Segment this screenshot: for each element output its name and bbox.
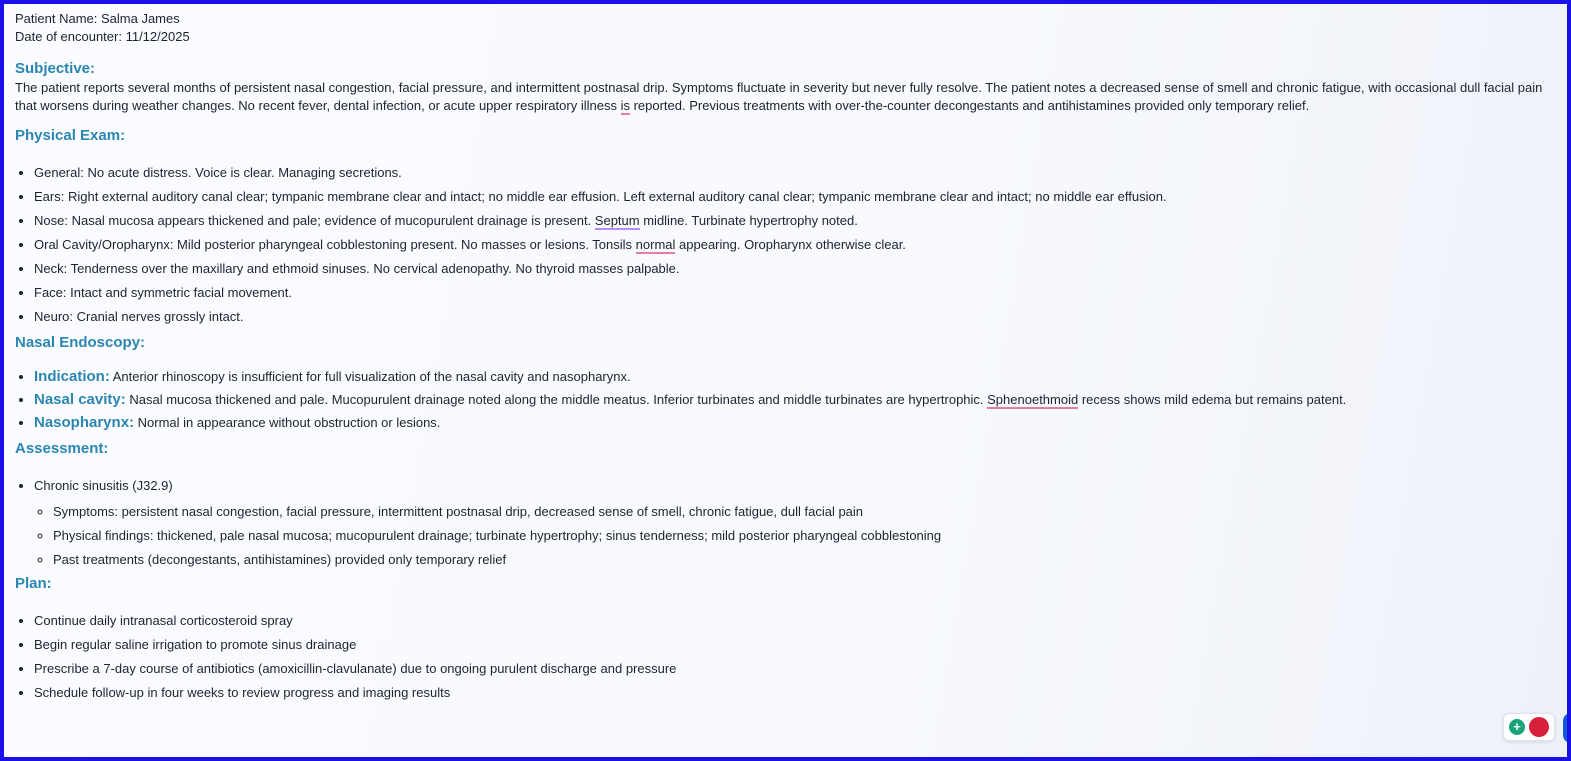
plan-item: • Schedule follow-up in four weeks to review progress and imaging results — [34, 684, 1559, 702]
indication-text: Anterior rhinoscopy is insufficient for full visualization of the nasal cavity and nasopharynx. — [109, 369, 631, 384]
physical-exam-list — [15, 164, 1559, 326]
endoscopy-list — [15, 368, 1559, 432]
endoscopy-indication — [34, 368, 1559, 386]
clinical-note[interactable] — [15, 10, 1559, 708]
indication-label: Indication: — [34, 368, 110, 385]
subjective-text-part: The patient reports several months of persistent nasal congestion, facial pressure, and intermittent postnasal drip. Symptoms fluctuate in severity but never fully resolve. The patient notes a decreased sense of smell and chronic fatigue, with occasional dull facial pain that worsens during weather changes. No recent fever, dental infection, or acute upper respiratory illness — [15, 80, 1543, 113]
nasopharynx-text: Normal in appearance without obstruction or lesions. — [134, 415, 441, 430]
assessment-details — [34, 503, 1559, 569]
exam-neck: • Neck: Tenderness over the maxillary and ethmoid sinuses. No cervical adenopathy. No thyroid masses palpable. — [34, 260, 1559, 278]
exam-oral-part: Oral Cavity/Oropharynx: Mild posterior pharyngeal cobblestoning present. No masses or lesions. Tonsils — [34, 237, 636, 252]
spelling-flag[interactable]: is — [620, 98, 630, 113]
subjective-text — [15, 79, 1559, 115]
exam-neuro: • Neuro: Cranial nerves grossly intact. — [34, 308, 1559, 326]
nasal-cavity-label: Nasal cavity: — [34, 391, 126, 408]
side-tab-handle[interactable] — [1563, 713, 1571, 743]
endoscopy-heading: Nasal Endoscopy: — [15, 334, 146, 351]
assessment-heading: Assessment: — [15, 440, 109, 457]
assessment-diagnosis — [34, 477, 1559, 569]
plan-item: • Prescribe a 7-day course of antibiotics (amoxicillin-clavulanate) due to ongoing purulent discharge and pressure — [34, 660, 1559, 678]
exam-ears: • Ears: Right external auditory canal clear; tympanic membrane clear and intact; no middle ear effusion. Left external auditory canal clear; tympanic membrane clear and intact; no middle ear effusion. — [34, 188, 1559, 206]
assessment-detail: ◦ Symptoms: persistent nasal congestion, facial pressure, intermittent postnasal drip, decreased sense of smell, chronic fatigue, dull facial pain — [53, 503, 1559, 521]
assessment-detail: ◦ Past treatments (decongestants, antihistamines) provided only temporary relief — [53, 551, 1559, 569]
endoscopy-nasopharynx — [34, 414, 1559, 432]
plan-heading: Plan: — [15, 575, 52, 592]
exam-nose-part: Nose: Nasal mucosa appears thickened and pale; evidence of mucopurulent drainage is present. — [34, 213, 595, 228]
spelling-flag[interactable]: Sphenoethmoid — [987, 392, 1079, 407]
patient-name: Patient Name: Salma James — [15, 11, 180, 26]
spelling-flag[interactable]: normal — [635, 237, 676, 252]
plan-list — [15, 612, 1559, 702]
exam-nose — [34, 212, 1559, 230]
exam-oral-part: appearing. Oropharynx otherwise clear. — [675, 237, 906, 252]
subjective-text-part: reported. Previous treatments with over-the-counter decongestants and antihistamines provided only temporary relief. — [629, 98, 1310, 113]
subjective-heading: Subjective: — [15, 60, 96, 77]
plan-item: • Begin regular saline irrigation to promote sinus drainage — [34, 636, 1559, 654]
physical-exam-heading: Physical Exam: — [15, 127, 126, 144]
diagnosis-text: Chronic sinusitis (J32.9) — [34, 478, 173, 493]
nasopharynx-label: Nasopharynx: — [34, 414, 135, 431]
assessment-detail: ◦ Physical findings: thickened, pale nasal mucosa; mucopurulent drainage; turbinate hypertrophy; sinus tenderness; mild posterior pharyngeal cobblestoning — [53, 527, 1559, 545]
exam-face: • Face: Intact and symmetric facial movement. — [34, 284, 1559, 302]
encounter-date: Date of encounter: 11/12/2025 — [15, 29, 190, 44]
exam-oral — [34, 236, 1559, 254]
nasal-cavity-text: recess shows mild edema but remains patent. — [1078, 392, 1347, 407]
endoscopy-nasal-cavity — [34, 391, 1559, 409]
add-icon[interactable]: + — [1509, 719, 1525, 735]
nasal-cavity-text: Nasal mucosa thickened and pale. Mucopurulent drainage noted along the middle meatus. Inferior turbinates and middle turbinates are hypertrophic. — [125, 392, 988, 407]
record-icon[interactable] — [1529, 717, 1549, 737]
plan-item: • Continue daily intranasal corticosteroid spray — [34, 612, 1559, 630]
assistant-widget — [1503, 713, 1555, 741]
assessment-list — [15, 477, 1559, 569]
exam-nose-part: midline. Turbinate hypertrophy noted. — [639, 213, 858, 228]
exam-general: • General: No acute distress. Voice is clear. Managing secretions. — [34, 164, 1559, 182]
grammar-flag[interactable]: Septum — [594, 213, 640, 228]
